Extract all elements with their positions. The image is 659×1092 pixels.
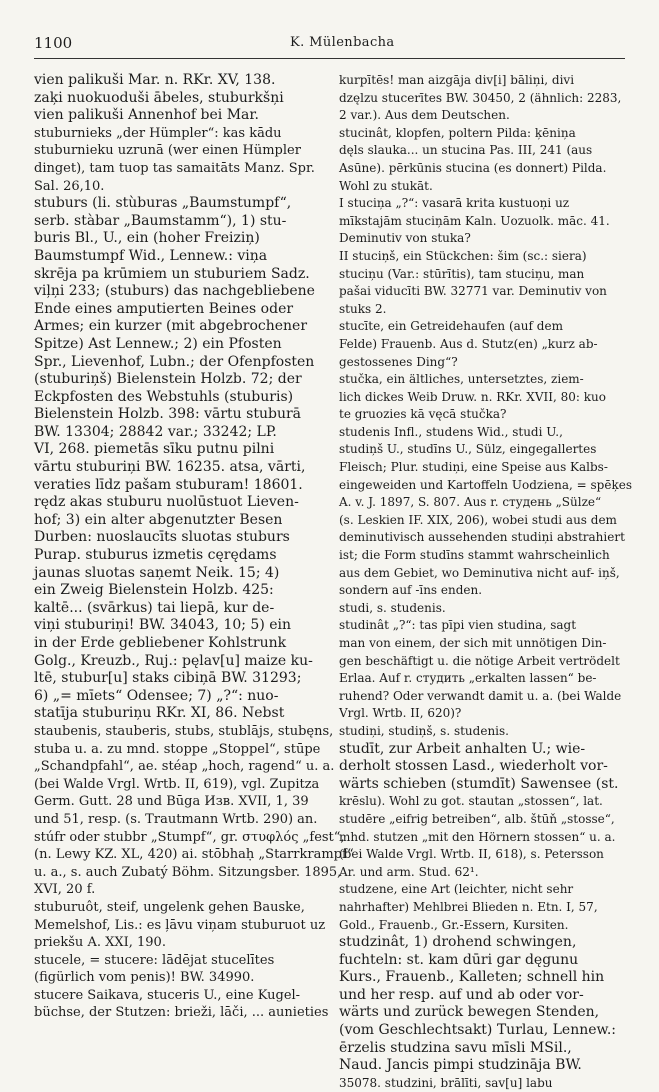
text-line: (s. Leskien IF. XIX, 206), wobei studi aus dem: [339, 512, 617, 527]
text-line: (n. Lewy KZ. XL, 420) ai. stōbhaḥ „Starrkrampf“: [34, 847, 354, 863]
text-line: stuba u. a. zu mnd. stoppe „Stoppel“, stūpe: [34, 741, 321, 757]
text-line: pašai viducīti BW. 32771 var. Deminutiv von: [339, 284, 607, 299]
right-column: [339, 72, 632, 1090]
text-line: stucinât, klopfen, poltern Pilda: ķēniņa: [339, 125, 576, 140]
text-line: Durben: nuoslaucīts sluotas stuburs: [34, 529, 290, 546]
text-line: krēslu). Wohl zu got. stautan „stossen“, lat.: [339, 794, 603, 809]
text-line: derholt stossen Lasd., wiederholt vor-: [339, 758, 608, 775]
text-line: lich dickes Weib Druw. n. RKr. XVII, 80: kuo: [339, 389, 606, 404]
text-line: Golg., Kreuzb., Ruj.: pęlav[u] maize ku-: [34, 652, 313, 669]
running-head: K. Mülenbacha: [290, 35, 395, 50]
text-line: aus dem Gebiet, wo Deminutiva nicht auf- iņš,: [339, 565, 620, 580]
text-line: studiņš U., studīns U., Sülz, eingegallertes: [339, 442, 597, 457]
text-line: ltē, stubur[u] staks cibiņā BW. 31293;: [34, 670, 302, 687]
text-line: BW. 13304; 28842 var.; 33242; LP.: [34, 423, 277, 440]
text-line: (bei Walde Vrgl. Wrtb. II, 619), vgl. Zupitza: [34, 776, 320, 792]
text-line: Fleisch; Plur. studiņi, eine Speise aus Kalbs-: [339, 460, 608, 475]
text-line: und her resp. auf und ab oder vor-: [339, 986, 584, 1003]
text-line: stúfr oder stubbr „Stumpf“, gr. στυφλός „fest“,: [34, 829, 345, 845]
text-line: Sal. 26,10.: [34, 178, 105, 194]
text-line: Ende eines amputierten Beines oder: [34, 300, 294, 317]
text-line: stuks 2.: [339, 301, 387, 316]
text-line: sondern auf -īns enden.: [339, 583, 483, 598]
text-line: dęls slauka... un stucina Pas. III, 241 (aus: [339, 143, 593, 158]
text-line: in der Erde gebliebener Kohlstrunk: [34, 635, 287, 651]
text-line: Armes; ein kurzer (mit abgebrochener: [34, 318, 308, 335]
text-line: stucere Saikava, stuceris U., eine Kugel-: [34, 987, 301, 1003]
text-line: studzene, eine Art (leichter, nicht sehr: [339, 882, 574, 897]
text-line: VI, 268. piemetās sīku putnu pilni: [34, 441, 275, 458]
text-line: 6) „= mīets“ Odensee; 7) „?“: nuo-: [34, 687, 279, 704]
text-line: Spr., Lievenhof, Lubn.; der Ofenpfosten: [34, 353, 315, 370]
text-line: ērzelis studzina savu mīsli MSil.,: [339, 1039, 572, 1056]
text-line: staubenis, stauberis, stubs, stublājs, stubęns,: [34, 723, 334, 739]
text-line: priekšu A. XXI, 190.: [34, 935, 166, 951]
text-line: u. a., s. auch Zubatý Böhm. Sitzungsber. 1895,: [34, 864, 342, 880]
text-line: stucīte, ein Getreidehaufen (auf dem: [339, 319, 563, 334]
text-line: und 51, resp. (s. Trautmann Wrtb. 290) an.: [34, 811, 318, 827]
text-line: studzinât, 1) drohend schwingen,: [339, 934, 577, 951]
text-line: serb. stàbar „Baumstamm“), 1) stu-: [34, 212, 287, 229]
text-line: A. v. J. 1897, S. 807. Aus r. студень „Sülze“: [339, 495, 602, 510]
text-line: studiņi, studiņš, s. studenis.: [339, 723, 509, 738]
text-line: statīja stuburiņu RKr. XI, 86. Nebst: [34, 705, 285, 722]
text-line: fuchteln: st. kam dūri gar dęgunu: [339, 951, 579, 968]
text-line: viņi stuburiņi! BW. 34043, 10; 5) ein: [34, 617, 292, 634]
page-header: [34, 34, 625, 54]
text-line: vien palikuši Annenhof bei Mar.: [34, 107, 259, 124]
text-line: studinât „?“: tas pīpi vien studina, sagt: [339, 618, 577, 633]
text-line: Spitze) Ast Lennew.; 2) ein Pfosten: [34, 335, 282, 352]
text-line: (figürlich vom penis)! BW. 34990.: [34, 970, 255, 986]
text-line: Bielenstein Holzb. 398: vārtu stuburā: [34, 406, 301, 423]
text-line: eingeweiden und Kartoffeln Uodziena, = spēķes: [339, 477, 632, 492]
text-line: ist; die Form studīns stammt wahrscheinlich: [339, 548, 610, 563]
text-line: Vrgl. Wrtb. II, 620)?: [339, 706, 462, 721]
text-line: stuciņu (Var.: stūrītis), tam stuciņu, man: [339, 266, 585, 281]
text-line: I stuciņa „?“: vasarā krita kustuoņi uz: [339, 196, 570, 211]
text-line: studēre „eifrig betreiben“, alb. štūň „stosse“,: [339, 811, 615, 826]
text-line: büchse, der Stutzen: brieži, lāči, ... aunieties: [34, 1005, 329, 1021]
text-line: (vom Geschlechtsakt) Turlau, Lennew.:: [339, 1022, 617, 1039]
text-line: ein Zweig Bielenstein Holzb. 425:: [34, 582, 274, 599]
text-line: (stuburiņš) Bielenstein Holzb. 72; der: [34, 371, 302, 388]
text-line: Ar. und arm. Stud. 62¹.: [339, 864, 479, 879]
text-line: Naud. Jancis pimpi studzināja BW.: [339, 1057, 582, 1074]
text-line: te gruozies kā vęcā stučka?: [339, 407, 507, 422]
text-line: gestossenes Ding“?: [339, 354, 458, 369]
text-line: Asūne). pērkūnis stucina (es donnert) Pilda.: [339, 160, 607, 175]
text-line: „Schandpfahl“, ae. stéap „hoch, ragend“ u. a.: [34, 759, 335, 775]
text-line: kurpītēs! man aizgāja div[i] bāliņi, divi: [339, 73, 575, 87]
text-line: (bei Walde Vrgl. Wrtb. II, 618), s. Petersson: [339, 847, 604, 862]
text-line: stuburnieku uzrunā (wer einen Hümpler: [34, 143, 301, 159]
text-line: nahrhafter) Mehlbrei Blieden n. Etn. I, 57,: [339, 899, 598, 914]
text-line: Eckpfosten des Webstuhls (stuburis): [34, 388, 294, 405]
text-line: deminutivisch aussehenden studiņi abstrahiert: [339, 530, 625, 545]
text-line: Kurs., Frauenb., Kalleten; schnell hin: [339, 969, 605, 986]
text-line: 2 var.). Aus dem Deutschen.: [339, 108, 510, 123]
text-line: dzęlzu stucerītes BW. 30450, 2 (ähnlich: 2283,: [339, 90, 622, 105]
text-line: veraties līdz pašam stuburam! 18601.: [34, 476, 303, 493]
text-line: studi, s. studenis.: [339, 600, 446, 615]
text-line: Felde) Frauenb. Aus d. Stutz(en) „kurz ab-: [339, 336, 598, 351]
text-line: Wohl zu stukāt.: [339, 178, 433, 193]
text-line: zaķi nuokuoduši ābeles, stuburkšņi: [34, 89, 284, 106]
text-line: vien palikuši Mar. n. RKr. XV, 138.: [34, 72, 276, 88]
left-column: [34, 72, 354, 1021]
text-line: Baumstumpf Wid., Lennew.: viņa: [34, 247, 268, 264]
text-line: Memelshof, Lis.: es ļāvu viņam stuburuot uz: [34, 917, 326, 933]
text-line: buris Bl., U., ein (hoher Freiziņ): [34, 230, 260, 247]
text-line: skrēja pa krūmiem un stuburiem Sadz.: [34, 265, 310, 282]
text-line: stuburnieks „der Hümpler“: kas kādu: [34, 125, 282, 141]
text-line: dinget), tam tuop tas samaitāts Manz. Spr.: [34, 160, 315, 176]
text-line: Gold., Frauenb., Gr.-Essern, Kursiten.: [339, 917, 569, 932]
text-line: wärts schieben (stumdīt) Sawensee (st.: [339, 775, 619, 792]
text-line: stuburuôt, steif, ungelenk gehen Bauske,: [34, 899, 305, 915]
text-line: kaltē... (svārkus) tai liepā, kur de-: [34, 599, 275, 616]
text-line: man von einem, der sich mit unnötigen Din-: [339, 636, 607, 650]
text-line: wärts und zurück bewegen Stenden,: [339, 1004, 600, 1021]
text-line: stučka, ein ältliches, untersetztes, ziem-: [339, 372, 584, 387]
text-line: gen beschäftigt u. die nötige Arbeit vertrödelt: [339, 653, 620, 668]
text-line: mhd. stutzen „mit den Hörnern stossen“ u. a.: [339, 829, 616, 844]
text-line: stuburs (li. stùburas „Baumstumpf“,: [34, 195, 292, 212]
text-line: 35078. studzini, brālīti, sav[u] labu: [339, 1075, 553, 1090]
text-line: viļņi 233; (stuburs) das nachgebliebene: [34, 283, 315, 300]
text-line: Germ. Gutt. 28 und Būga Изв. XVII, 1, 39: [34, 794, 309, 810]
text-line: vārtu stuburiņi BW. 16235. atsa, vārti,: [34, 459, 306, 476]
text-line: studenis Infl., studens Wid., studi U.,: [339, 424, 563, 439]
text-line: studīt, zur Arbeit anhalten U.; wie-: [339, 740, 586, 757]
text-line: II stuciņš, ein Stückchen: šim (sc.: siera): [339, 248, 587, 263]
text-line: Purap. stuburus izmetis cęrędams: [34, 547, 277, 564]
text-line: XVI, 20 f.: [34, 882, 96, 898]
text-line: Deminutiv von stuka?: [339, 231, 471, 246]
text-line: Erlaa. Auf r. студить „erkalten lassen“ be-: [339, 671, 597, 686]
text-line: rędz akas stuburu nuolūstuot Lieven-: [34, 494, 299, 511]
text-line: ruhend? Oder verwandt damit u. a. (bei Walde: [339, 688, 622, 703]
text-line: mīkstajām stuciņām Kaln. Uozuolk. māc. 41.: [339, 213, 610, 228]
header-rule: [34, 58, 625, 59]
text-line: jaunas sluotas saņemt Neik. 15; 4): [34, 564, 280, 581]
text-line: hof; 3) ein alter abgenutzter Besen: [34, 511, 283, 528]
page-number: 1100: [34, 34, 73, 52]
text-line: stucele, = stucere: lādējat stucelītes: [34, 952, 275, 968]
